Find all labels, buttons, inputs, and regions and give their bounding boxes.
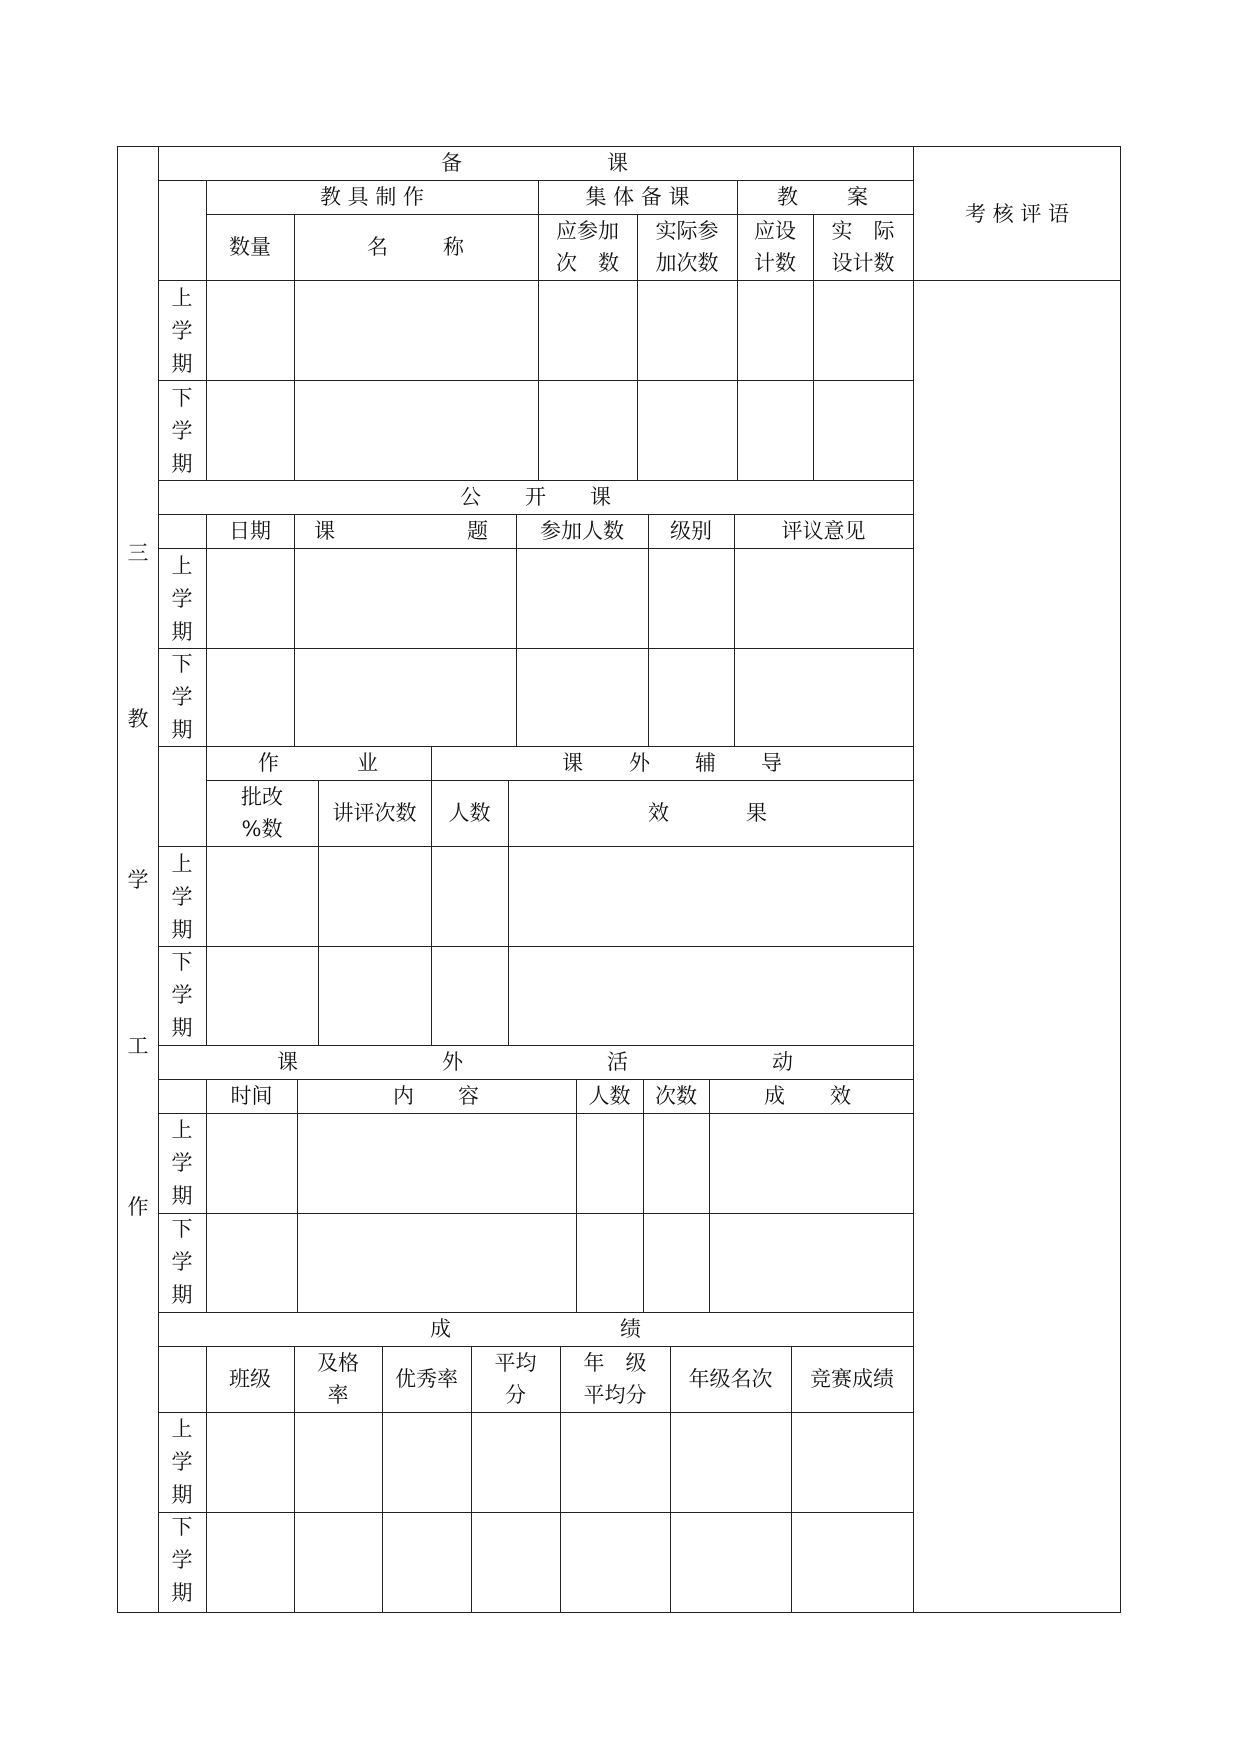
rule-prep-c1: [206, 180, 207, 480]
activities-title: 课: [277, 1050, 298, 1074]
semester-label-second: [170, 382, 194, 481]
quantity-header: 数量: [229, 235, 271, 259]
semester-label-second: [170, 1511, 194, 1610]
should-join-header: 次 数: [556, 251, 619, 275]
result-header: 成: [764, 1084, 785, 1108]
semester-char: 上: [171, 554, 193, 578]
semester-char: 学: [171, 1548, 193, 1572]
activity-headcount-header: 人数: [588, 1084, 631, 1108]
prep-title: 备: [441, 151, 462, 175]
border-bottom: [117, 1612, 1121, 1613]
content-header: 内: [393, 1084, 414, 1108]
rule-open-c1: [206, 514, 207, 746]
actual-design-header: 设计数: [831, 251, 895, 275]
rule-score-header: [158, 1412, 913, 1413]
effect-header: 果: [746, 801, 767, 825]
average-header: 分: [505, 1383, 526, 1407]
semester-char: 下: [171, 1515, 193, 1539]
section-title-char: 三: [127, 541, 149, 565]
semester-label-second: [170, 648, 194, 747]
semester-char: 学: [171, 1450, 193, 1474]
rule-prep-c2: [294, 214, 295, 480]
open-class-title: 开: [525, 485, 546, 509]
date-header: 日期: [229, 519, 271, 543]
rule-act-c4: [643, 1079, 644, 1312]
open-class-title: 公: [460, 485, 481, 509]
rule-assessment-col: [913, 146, 914, 1613]
semester-label-first: [170, 1413, 194, 1512]
tutoring-title: 辅: [695, 751, 716, 775]
lesson-plan-header: 教: [777, 185, 798, 209]
average-header: 平均: [494, 1351, 537, 1375]
rule-hw-c4: [508, 780, 509, 1045]
semester-char: 期: [171, 1184, 193, 1208]
homework-title: 作: [258, 751, 279, 775]
rule-prep-header: [158, 280, 1121, 281]
activity-times-header: 次数: [655, 1084, 697, 1108]
scores-title: 绩: [620, 1317, 641, 1341]
topic-header: 题: [467, 519, 488, 543]
semester-char: 学: [171, 685, 193, 709]
rule-open-c5: [734, 514, 735, 746]
rule-hw-row: [158, 946, 913, 947]
semester-char: 上: [171, 1417, 193, 1441]
review-count-header: 讲评次数: [332, 801, 417, 825]
pass-rate-header: 及格: [317, 1351, 359, 1375]
rule-hw-c3: [431, 746, 432, 1045]
content-header: 容: [458, 1084, 479, 1108]
excellent-rate-header: 优秀率: [395, 1367, 458, 1391]
rule-act-c3: [576, 1079, 577, 1312]
tutoring-title: 导: [761, 751, 782, 775]
result-header: 效: [830, 1084, 851, 1108]
semester-char: 学: [171, 587, 193, 611]
scores-title: 成: [430, 1317, 451, 1341]
tutoring-title: 外: [629, 751, 650, 775]
name-header: 称: [443, 235, 464, 259]
rule-open-c2: [294, 514, 295, 746]
should-join-header: 应参加: [556, 219, 619, 243]
semester-char: 下: [171, 950, 193, 974]
grading-header: %数: [241, 817, 283, 841]
border-right: [1120, 146, 1121, 1613]
semester-char: 下: [171, 386, 193, 410]
rule-open-c3: [516, 514, 517, 746]
actual-join-header: 加次数: [655, 251, 719, 275]
should-design-header: 计数: [754, 251, 796, 275]
group-prep-header: 集 体 备 课: [585, 185, 690, 209]
rule-prep-row: [158, 380, 913, 381]
semester-label-second: [170, 1213, 194, 1312]
name-header: 名: [367, 235, 388, 259]
section-title-char: 教: [127, 707, 149, 731]
rule-open-header: [158, 548, 913, 549]
teaching-aids-header: 教 具 制 作: [319, 185, 425, 209]
actual-join-header: 实际参: [655, 219, 719, 243]
competition-header: 竞赛成绩: [810, 1367, 894, 1391]
rule-act-header: [158, 1113, 913, 1114]
semester-char: 期: [171, 620, 193, 644]
rule-open-row: [158, 648, 913, 649]
rule-act-top: [158, 1045, 913, 1046]
topic-header: 课: [314, 519, 335, 543]
rule-act-c5: [709, 1079, 710, 1312]
semester-label-first: [170, 1114, 194, 1213]
semester-char: 学: [171, 419, 193, 443]
semester-char: 期: [171, 1283, 193, 1307]
rule-act-c2: [297, 1079, 298, 1312]
semester-label-second: [170, 946, 194, 1045]
pass-rate-header: 率: [327, 1383, 349, 1407]
semester-char: 下: [171, 652, 193, 676]
should-design-header: 应设: [754, 219, 796, 243]
section-title-char: 工: [127, 1034, 149, 1058]
level-header: 级别: [670, 519, 712, 543]
rule-open-c4: [648, 514, 649, 746]
semester-char: 学: [171, 885, 193, 909]
tutoring-title: 课: [562, 751, 583, 775]
semester-char: 期: [171, 1581, 193, 1605]
effect-header: 效: [648, 801, 669, 825]
activities-title: 动: [772, 1050, 793, 1074]
semester-char: 学: [171, 319, 193, 343]
activities-title: 外: [442, 1050, 463, 1074]
semester-char: 学: [171, 1151, 193, 1175]
semester-char: 学: [171, 1250, 193, 1274]
semester-char: 学: [171, 983, 193, 1007]
semester-char: 下: [171, 1217, 193, 1241]
grade-average-header: 平均分: [583, 1383, 647, 1407]
homework-title: 业: [357, 751, 378, 775]
semester-char: 期: [171, 352, 193, 376]
rule-act-row: [158, 1213, 913, 1214]
open-class-title: 课: [590, 485, 611, 509]
grading-header: 批改: [241, 785, 283, 809]
class-header: 班级: [229, 1367, 271, 1391]
section-title-char: 作: [127, 1195, 149, 1219]
prep-title: 课: [607, 151, 628, 175]
actual-design-header: 实 际: [831, 219, 895, 243]
lesson-plan-header: 案: [847, 185, 868, 209]
grade-rank-header: 年级名次: [688, 1367, 773, 1391]
semester-char: 期: [171, 918, 193, 942]
assessment-header: 考 核 评 语: [964, 202, 1070, 226]
semester-char: 期: [171, 452, 193, 476]
rule-hw-header: [158, 846, 913, 847]
section-title-char: 学: [127, 868, 149, 892]
participants-header: 参加人数: [540, 519, 624, 543]
border-left: [117, 146, 118, 1613]
semester-label-first: [170, 550, 194, 649]
semester-char: 期: [171, 1016, 193, 1040]
semester-char: 期: [171, 1483, 193, 1507]
semester-char: 上: [171, 852, 193, 876]
rule-act-c1: [206, 1079, 207, 1312]
rule-score-top: [158, 1312, 913, 1313]
activities-title: 活: [607, 1050, 628, 1074]
semester-label-first: [170, 848, 194, 947]
semester-char: 上: [171, 286, 193, 310]
semester-char: 上: [171, 1118, 193, 1142]
tutoring-headcount-header: 人数: [448, 801, 491, 825]
rule-section-col: [158, 146, 159, 1613]
rule-score-row: [158, 1512, 913, 1513]
semester-label-first: [170, 282, 194, 381]
time-header: 时间: [230, 1084, 273, 1108]
semester-char: 期: [171, 718, 193, 742]
grade-average-header: 年 级: [583, 1351, 647, 1375]
comments-header: 评议意见: [781, 519, 866, 543]
